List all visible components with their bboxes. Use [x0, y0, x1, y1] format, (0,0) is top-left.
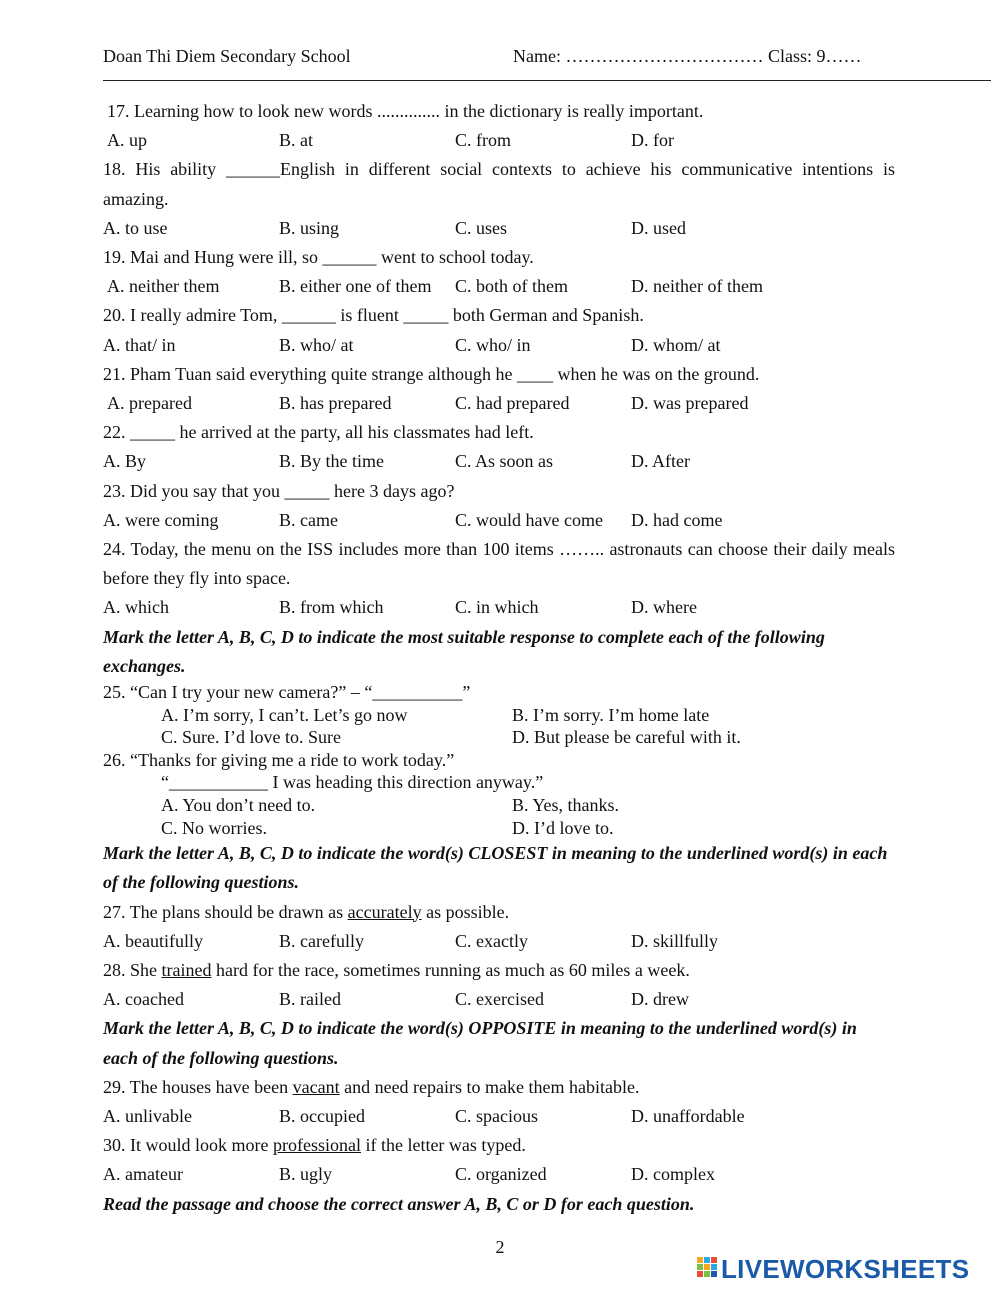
worksheet-content — [103, 97, 895, 1219]
option-18d[interactable]: D. used — [631, 217, 686, 238]
question-24: 24. Today, the menu on the ISS includes more than 100 items …….. astronauts can choose their daily meals before they fly into space. — [103, 539, 895, 589]
options-28 — [103, 985, 895, 1014]
question-25-text: 25. “Can I try your new camera?” – “__________” — [103, 682, 471, 703]
option-19b[interactable]: B. either one of them — [279, 276, 432, 297]
question-17: 17. Learning how to look new words .............. in the dictionary is really important. — [107, 101, 704, 121]
option-22b[interactable]: B. By the time — [279, 451, 384, 472]
options-30 — [103, 1160, 895, 1189]
liveworksheets-logo-icon — [697, 1256, 719, 1282]
option-29c[interactable]: C. spacious — [455, 1106, 538, 1127]
question-28: 28. She trained hard for the race, sometimes running as much as 60 miles a week. — [103, 960, 690, 981]
option-26d[interactable]: D. I’d love to. — [512, 817, 614, 838]
question-18: 18. His ability ______English in different social contexts to achieve his communicative intentions is amazing. — [103, 159, 895, 209]
instruction-closest: Mark the letter A, B, C, D to indicate the word(s) CLOSEST in meaning to the underlined word(s) in each of the following questions. — [103, 843, 888, 893]
question-23: 23. Did you say that you _____ here 3 days ago? — [103, 480, 455, 501]
option-25c[interactable]: C. Sure. I’d love to. Sure — [161, 727, 341, 748]
option-20d[interactable]: D. whom/ at — [631, 334, 721, 355]
option-27d[interactable]: D. skillfully — [631, 930, 719, 951]
option-20c[interactable]: C. who/ in — [455, 334, 531, 355]
option-17c[interactable]: C. from — [455, 130, 511, 151]
options-18 — [103, 214, 895, 243]
option-23d[interactable]: D. had come — [631, 509, 723, 530]
question-30: 30. It would look more professional if the letter was typed. — [103, 1135, 526, 1156]
underlined-word-29: vacant — [292, 1076, 340, 1097]
option-17a[interactable]: A. up — [107, 130, 147, 151]
school-name: Doan Thi Diem Secondary School — [103, 46, 351, 66]
instruction-opposite: Mark the letter A, B, C, D to indicate the word(s) OPPOSITE in meaning to the underlined word(s) in each of the following questions. — [103, 1018, 857, 1068]
liveworksheets-logo[interactable] — [697, 1255, 969, 1283]
option-24c[interactable]: C. in which — [455, 597, 539, 618]
option-28b[interactable]: B. railed — [279, 989, 341, 1010]
question-25 — [103, 681, 895, 839]
option-25d[interactable]: D. But please be careful with it. — [512, 727, 741, 748]
option-29d[interactable]: D. unaffordable — [631, 1106, 745, 1127]
option-21c[interactable]: C. had prepared — [455, 393, 570, 414]
option-21d[interactable]: D. was prepared — [631, 393, 749, 414]
option-30d[interactable]: D. complex — [631, 1164, 715, 1185]
option-24d[interactable]: D. where — [631, 597, 697, 618]
option-22a[interactable]: A. By — [103, 451, 147, 472]
instruction-passage: Read the passage and choose the correct answer A, B, C or D for each question. — [103, 1193, 695, 1214]
option-24a[interactable]: A. which — [103, 597, 169, 618]
options-17 — [103, 126, 895, 155]
options-24 — [103, 593, 895, 622]
option-30c[interactable]: C. organized — [455, 1164, 547, 1185]
option-23c[interactable]: C. would have come — [455, 509, 603, 530]
option-23a[interactable]: A. were coming — [103, 509, 219, 530]
question-26-reply: “___________ I was heading this direction anyway.” — [161, 772, 544, 793]
option-26a[interactable]: A. You don’t need to. — [161, 795, 316, 816]
option-23b[interactable]: B. came — [279, 509, 338, 530]
option-20a[interactable]: A. that/ in — [103, 334, 176, 355]
option-17d[interactable]: D. for — [631, 130, 674, 151]
option-28a[interactable]: A. coached — [103, 989, 184, 1010]
option-29a[interactable]: A. unlivable — [103, 1106, 192, 1127]
page-header — [103, 46, 893, 70]
option-25a[interactable]: A. I’m sorry, I can’t. Let’s go now — [161, 704, 408, 725]
option-28d[interactable]: D. drew — [631, 989, 689, 1010]
question-29: 29. The houses have been vacant and need repairs to make them habitable. — [103, 1076, 640, 1097]
option-29b[interactable]: B. occupied — [279, 1106, 365, 1127]
name-class-field: Name: …………………………… Class: 9…… — [513, 46, 862, 66]
question-22: 22. _____ he arrived at the party, all his classmates had left. — [103, 422, 534, 443]
option-21a[interactable]: A. prepared — [107, 393, 192, 414]
question-21: 21. Pham Tuan said everything quite strange although he ____ when he was on the ground. — [103, 363, 760, 384]
option-18a[interactable]: A. to use — [103, 217, 168, 238]
option-19c[interactable]: C. both of them — [455, 276, 568, 297]
question-27: 27. The plans should be drawn as accurately as possible. — [103, 901, 510, 922]
option-18b[interactable]: B. using — [279, 217, 340, 238]
option-22d[interactable]: D. After — [631, 451, 690, 472]
option-24b[interactable]: B. from which — [279, 597, 384, 618]
option-18c[interactable]: C. uses — [455, 217, 508, 238]
options-22 — [103, 447, 895, 476]
question-20: 20. I really admire Tom, ______ is fluent _____ both German and Spanish. — [103, 305, 644, 326]
underlined-word-28: trained — [161, 960, 212, 981]
option-26b[interactable]: B. Yes, thanks. — [512, 795, 620, 816]
underlined-word-30: professional — [272, 1135, 361, 1156]
option-30a[interactable]: A. amateur — [103, 1164, 183, 1185]
options-29 — [103, 1102, 895, 1131]
liveworksheets-logo-text: LIVEWORKSHEETS — [721, 1253, 970, 1284]
question-19: 19. Mai and Hung were ill, so ______ went to school today. — [103, 247, 534, 268]
option-22c[interactable]: C. As soon as — [455, 451, 554, 472]
option-27b[interactable]: B. carefully — [279, 930, 364, 951]
header-rule — [103, 80, 991, 81]
option-25b[interactable]: B. I’m sorry. I’m home late — [512, 704, 710, 725]
option-27c[interactable]: C. exactly — [455, 930, 528, 951]
option-30b[interactable]: B. ugly — [279, 1164, 333, 1185]
option-21b[interactable]: B. has prepared — [279, 393, 392, 414]
underlined-word-27: accurately — [347, 901, 422, 922]
options-23 — [103, 506, 895, 535]
option-19d[interactable]: D. neither of them — [631, 276, 763, 297]
question-26-text: 26. “Thanks for giving me a ride to work today.” — [103, 749, 455, 770]
options-27 — [103, 927, 895, 956]
instruction-responses: Mark the letter A, B, C, D to indicate the most suitable response to complete each of the following exchanges. — [103, 626, 825, 676]
option-27a[interactable]: A. beautifully — [103, 930, 203, 951]
option-17b[interactable]: B. at — [279, 130, 313, 151]
option-20b[interactable]: B. who/ at — [279, 334, 354, 355]
options-20 — [103, 331, 895, 360]
option-19a[interactable]: A. neither them — [107, 276, 220, 297]
option-28c[interactable]: C. exercised — [455, 989, 544, 1010]
options-19 — [103, 272, 895, 301]
option-26c[interactable]: C. No worries. — [161, 817, 267, 838]
page-number: 2 — [495, 1237, 505, 1257]
options-21 — [103, 389, 895, 418]
